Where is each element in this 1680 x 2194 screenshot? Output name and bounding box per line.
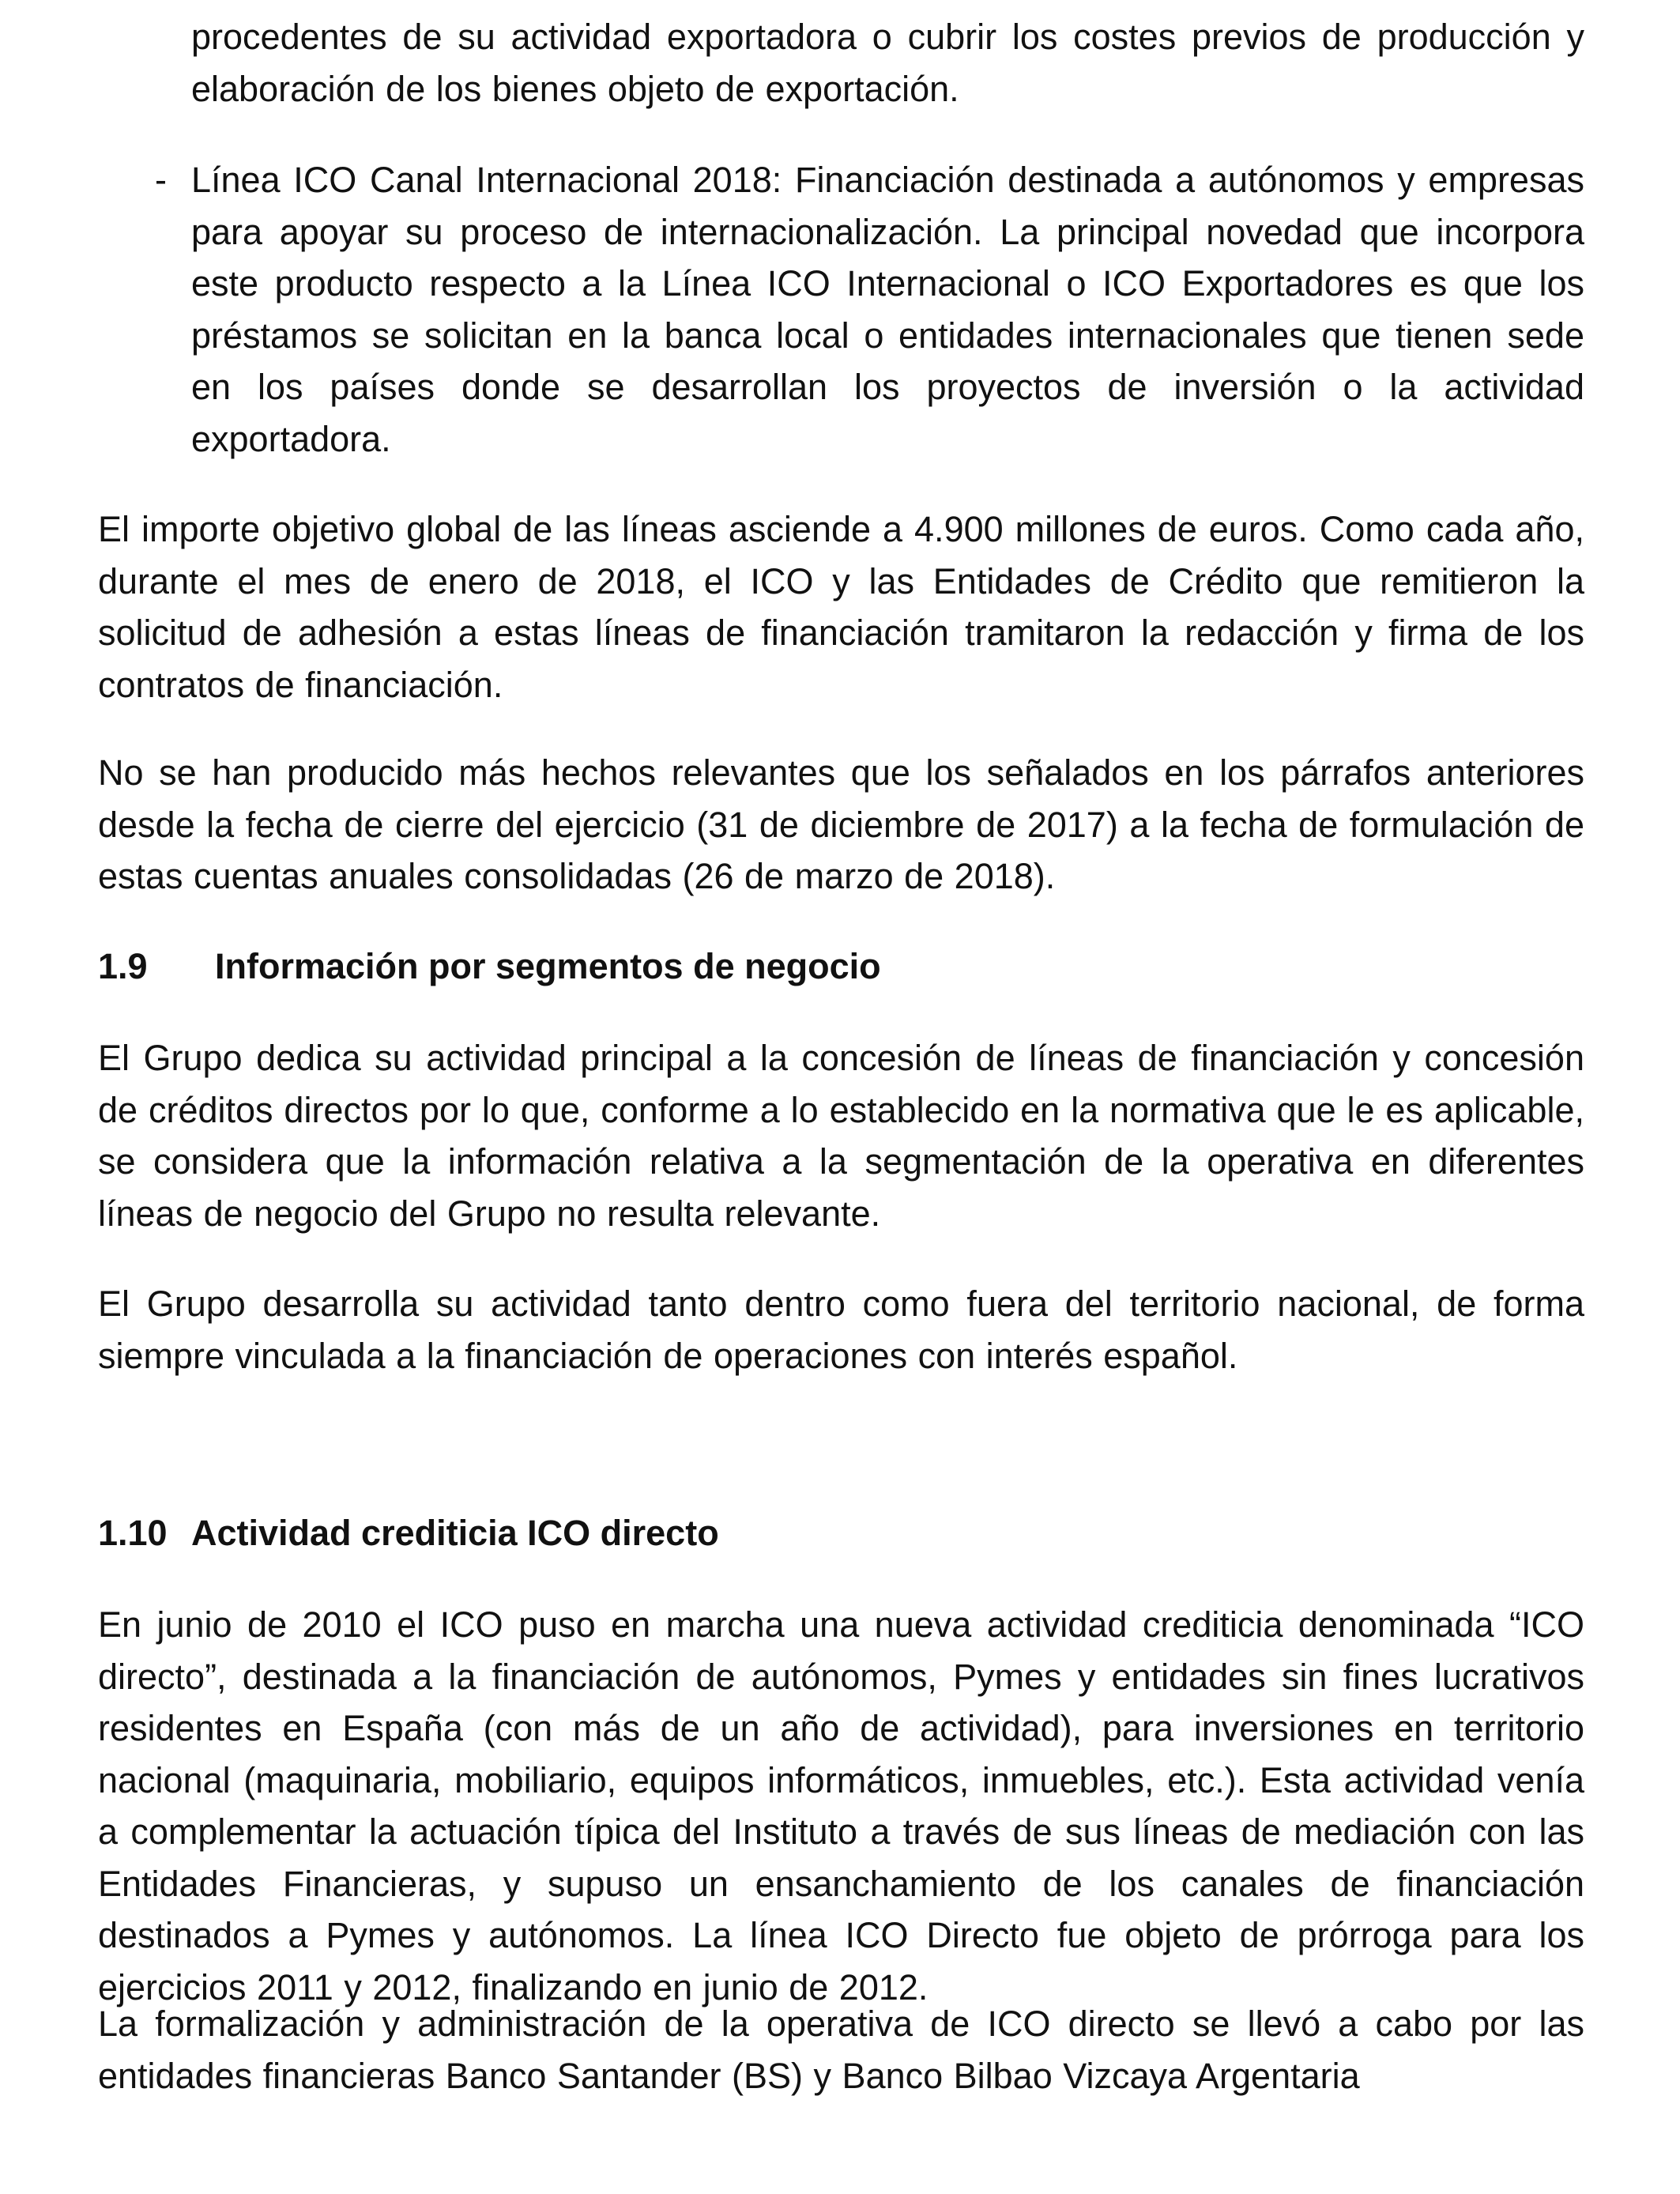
section-1-10-number: 1.10 [98,1513,168,1553]
bullet-dash: - [155,160,167,200]
hechos-relevantes-paragraph: No se han producido más hechos relevantes que los señalados en los párrafos anteriores desde la fecha de cierre del ejercicio (31 de diciembre de 2017) a la fecha de formulación de estas cuentas anuales consolidadas (26 de marzo de 2018). [98,752,1584,896]
ico-directo-paragraph-2: La formalización y administración de la operativa de ICO directo se llevó a cabo por las entidades financieras Banco Santander (BS) y Banco Bilbao Vizcaya Argentaria [98,2004,1584,2096]
importe-objetivo-paragraph: El importe objetivo global de las líneas asciende a 4.900 millones de euros. Como cada año, durante el mes de enero de 2018, el ICO y las Entidades de Crédito que remitieron la solicitud de adhesión a estas líneas de financiación tramitaron la redacción y firma de los contratos de financiación. [98,509,1584,705]
ico-directo-paragraph-1: En junio de 2010 el ICO puso en marcha una nueva actividad crediticia denominada “ICO directo”, destinada a la financiación de autónomos, Pymes y entidades sin fines lucrativos residentes en España (con más de un año de actividad), para inversiones en territorio nacional (maquinaria, mobiliario, equipos informáticos, inmuebles, etc.). Esta actividad venía a complementar la actuación típica del Instituto a través de sus líneas de mediación con las Entidades Financieras, y supuso un ensanchamiento de los canales de financiación destinados a Pymes y autónomos. La línea ICO Directo fue objeto de prórroga para los ejercicios 2011 y 2012, finalizando en junio de 2012. [98,1604,1584,2007]
segmentos-paragraph-1: El Grupo dedica su actividad principal a la concesión de líneas de financiación y concesión de créditos directos por lo que, conforme a lo establecido en la normativa que le es aplicable, se considera que la información relativa a la segmentación de la operativa en diferentes líneas de negocio del Grupo no resulta relevante. [98,1038,1584,1234]
segmentos-paragraph-2: El Grupo desarrolla su actividad tanto dentro como fuera del territorio nacional, de forma siempre vinculada a la financiación de operaciones con interés español. [98,1284,1584,1376]
bullet-canal-internacional-paragraph: Línea ICO Canal Internacional 2018: Financiación destinada a autónomos y empresas para apoyar su proceso de internacionalización. La principal novedad que incorpora este producto respecto a la Línea ICO Internacional o ICO Exportadores es que los préstamos se solicitan en la banca local o entidades internacionales que tienen sede en los países donde se desarrollan los proyectos de inversión o la actividad exportadora. [191,160,1584,459]
section-1-9-heading [98,941,881,993]
section-1-10-title: Actividad crediticia ICO directo [191,1513,719,1553]
bullet-continuation-paragraph: procedentes de su actividad exportadora o cubrir los costes previos de producción y elaboración de los bienes objeto de exportación. [191,17,1584,109]
section-1-9-number: 1.9 [98,946,148,986]
section-1-9-title: Información por segmentos de negocio [215,946,881,986]
section-1-10-heading [98,1507,719,1559]
